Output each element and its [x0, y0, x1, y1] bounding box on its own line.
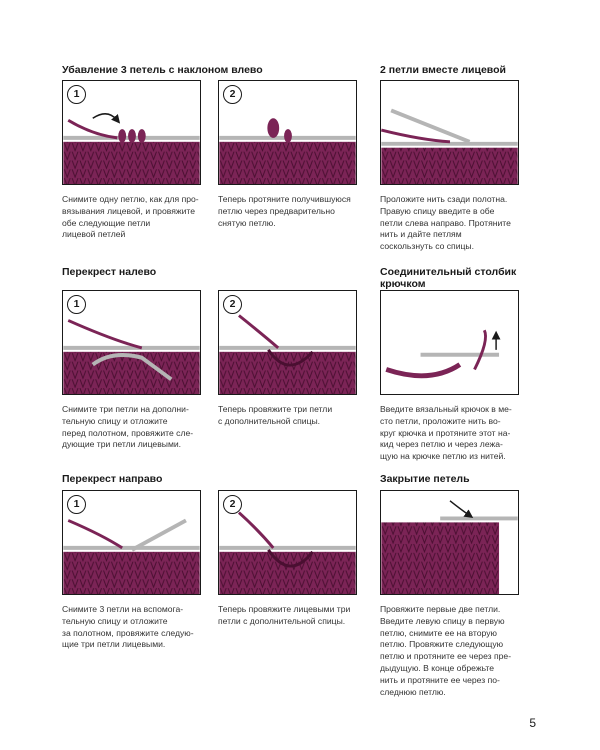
- caption-cable-right-step-1: Снимите 3 петли на вспомога- тельную спицу и отложите за полотном, провяжите следую- щие три петли лицевыми.: [62, 604, 194, 650]
- illustration-cable-left-step-1: [62, 290, 201, 395]
- illustration-cable-right-step-1: [62, 490, 201, 595]
- caption-cable-right-step-2: Теперь провяжите лицевыми три петли с дополнительной спицы.: [218, 604, 351, 626]
- illustration-slip-stitch: [380, 290, 519, 395]
- caption-cable-left-step-1: Снимите три петли на дополни- тельную спицу и отложите перед полотном, провяжите сле- дующие три петли лицевыми.: [62, 404, 194, 450]
- illustration-decrease-left-step-2: [218, 80, 357, 185]
- caption-k2tog: Проложите нить сзади полотна. Правую спицу введите в обе петли слева направо. Протяните нить и дайте петлям соскользнуть со спицы.: [380, 194, 511, 252]
- illustration-k2tog: [380, 80, 519, 185]
- caption-decrease-left-step-1: Снимите одну петлю, как для про- вязывания лицевой, и провяжите обе следующие петли лицевой петлей: [62, 194, 199, 240]
- step-number-badge: 2: [223, 85, 242, 104]
- caption-slip-stitch: Введите вязальный крючок в ме- сто петли, проложите нить во- круг крючка и протяните этот на- кид через петлю и через лежа- щую на крючке петлю из нитей.: [380, 404, 512, 462]
- caption-decrease-left-step-2: Теперь протяните получившуюся петлю через предварительно снятую петлю.: [218, 194, 351, 228]
- step-number-badge: 2: [223, 495, 242, 514]
- section-title-slip-stitch: Соединительный столбик крючком: [380, 266, 517, 290]
- section-title-cable-right: Перекрест направо: [62, 473, 163, 485]
- knitting-illustration: [381, 491, 518, 594]
- section-title-k2tog: 2 петли вместе лицевой: [380, 64, 506, 76]
- caption-bind-off: Провяжите первые две петли. Введите левую спицу в первую петлю, снимите ее на вторую петлю. Провяжите следующую петлю и протяните ее через пре- дыдущую. В конце обрежьте нить и протяните ее через по- следнюю петлю.: [380, 604, 512, 697]
- step-number-badge: 1: [67, 495, 86, 514]
- page-number: 5: [529, 716, 536, 730]
- illustration-cable-left-step-2: [218, 290, 357, 395]
- illustration-cable-right-step-2: [218, 490, 357, 595]
- section-title-bind-off: Закрытие петель: [380, 473, 470, 485]
- step-number-badge: 2: [223, 295, 242, 314]
- caption-cable-left-step-2: Теперь провяжите три петли с дополнительной спицы.: [218, 404, 333, 426]
- section-title-cable-left: Перекрест налево: [62, 266, 157, 278]
- illustration-bind-off: [380, 490, 519, 595]
- section-title-decrease-left: Убавление 3 петель с наклоном влево: [62, 64, 263, 76]
- step-number-badge: 1: [67, 295, 86, 314]
- step-number-badge: 1: [67, 85, 86, 104]
- illustration-decrease-left-step-1: [62, 80, 201, 185]
- knitting-illustration: [381, 291, 518, 394]
- knitting-illustration: [381, 81, 518, 184]
